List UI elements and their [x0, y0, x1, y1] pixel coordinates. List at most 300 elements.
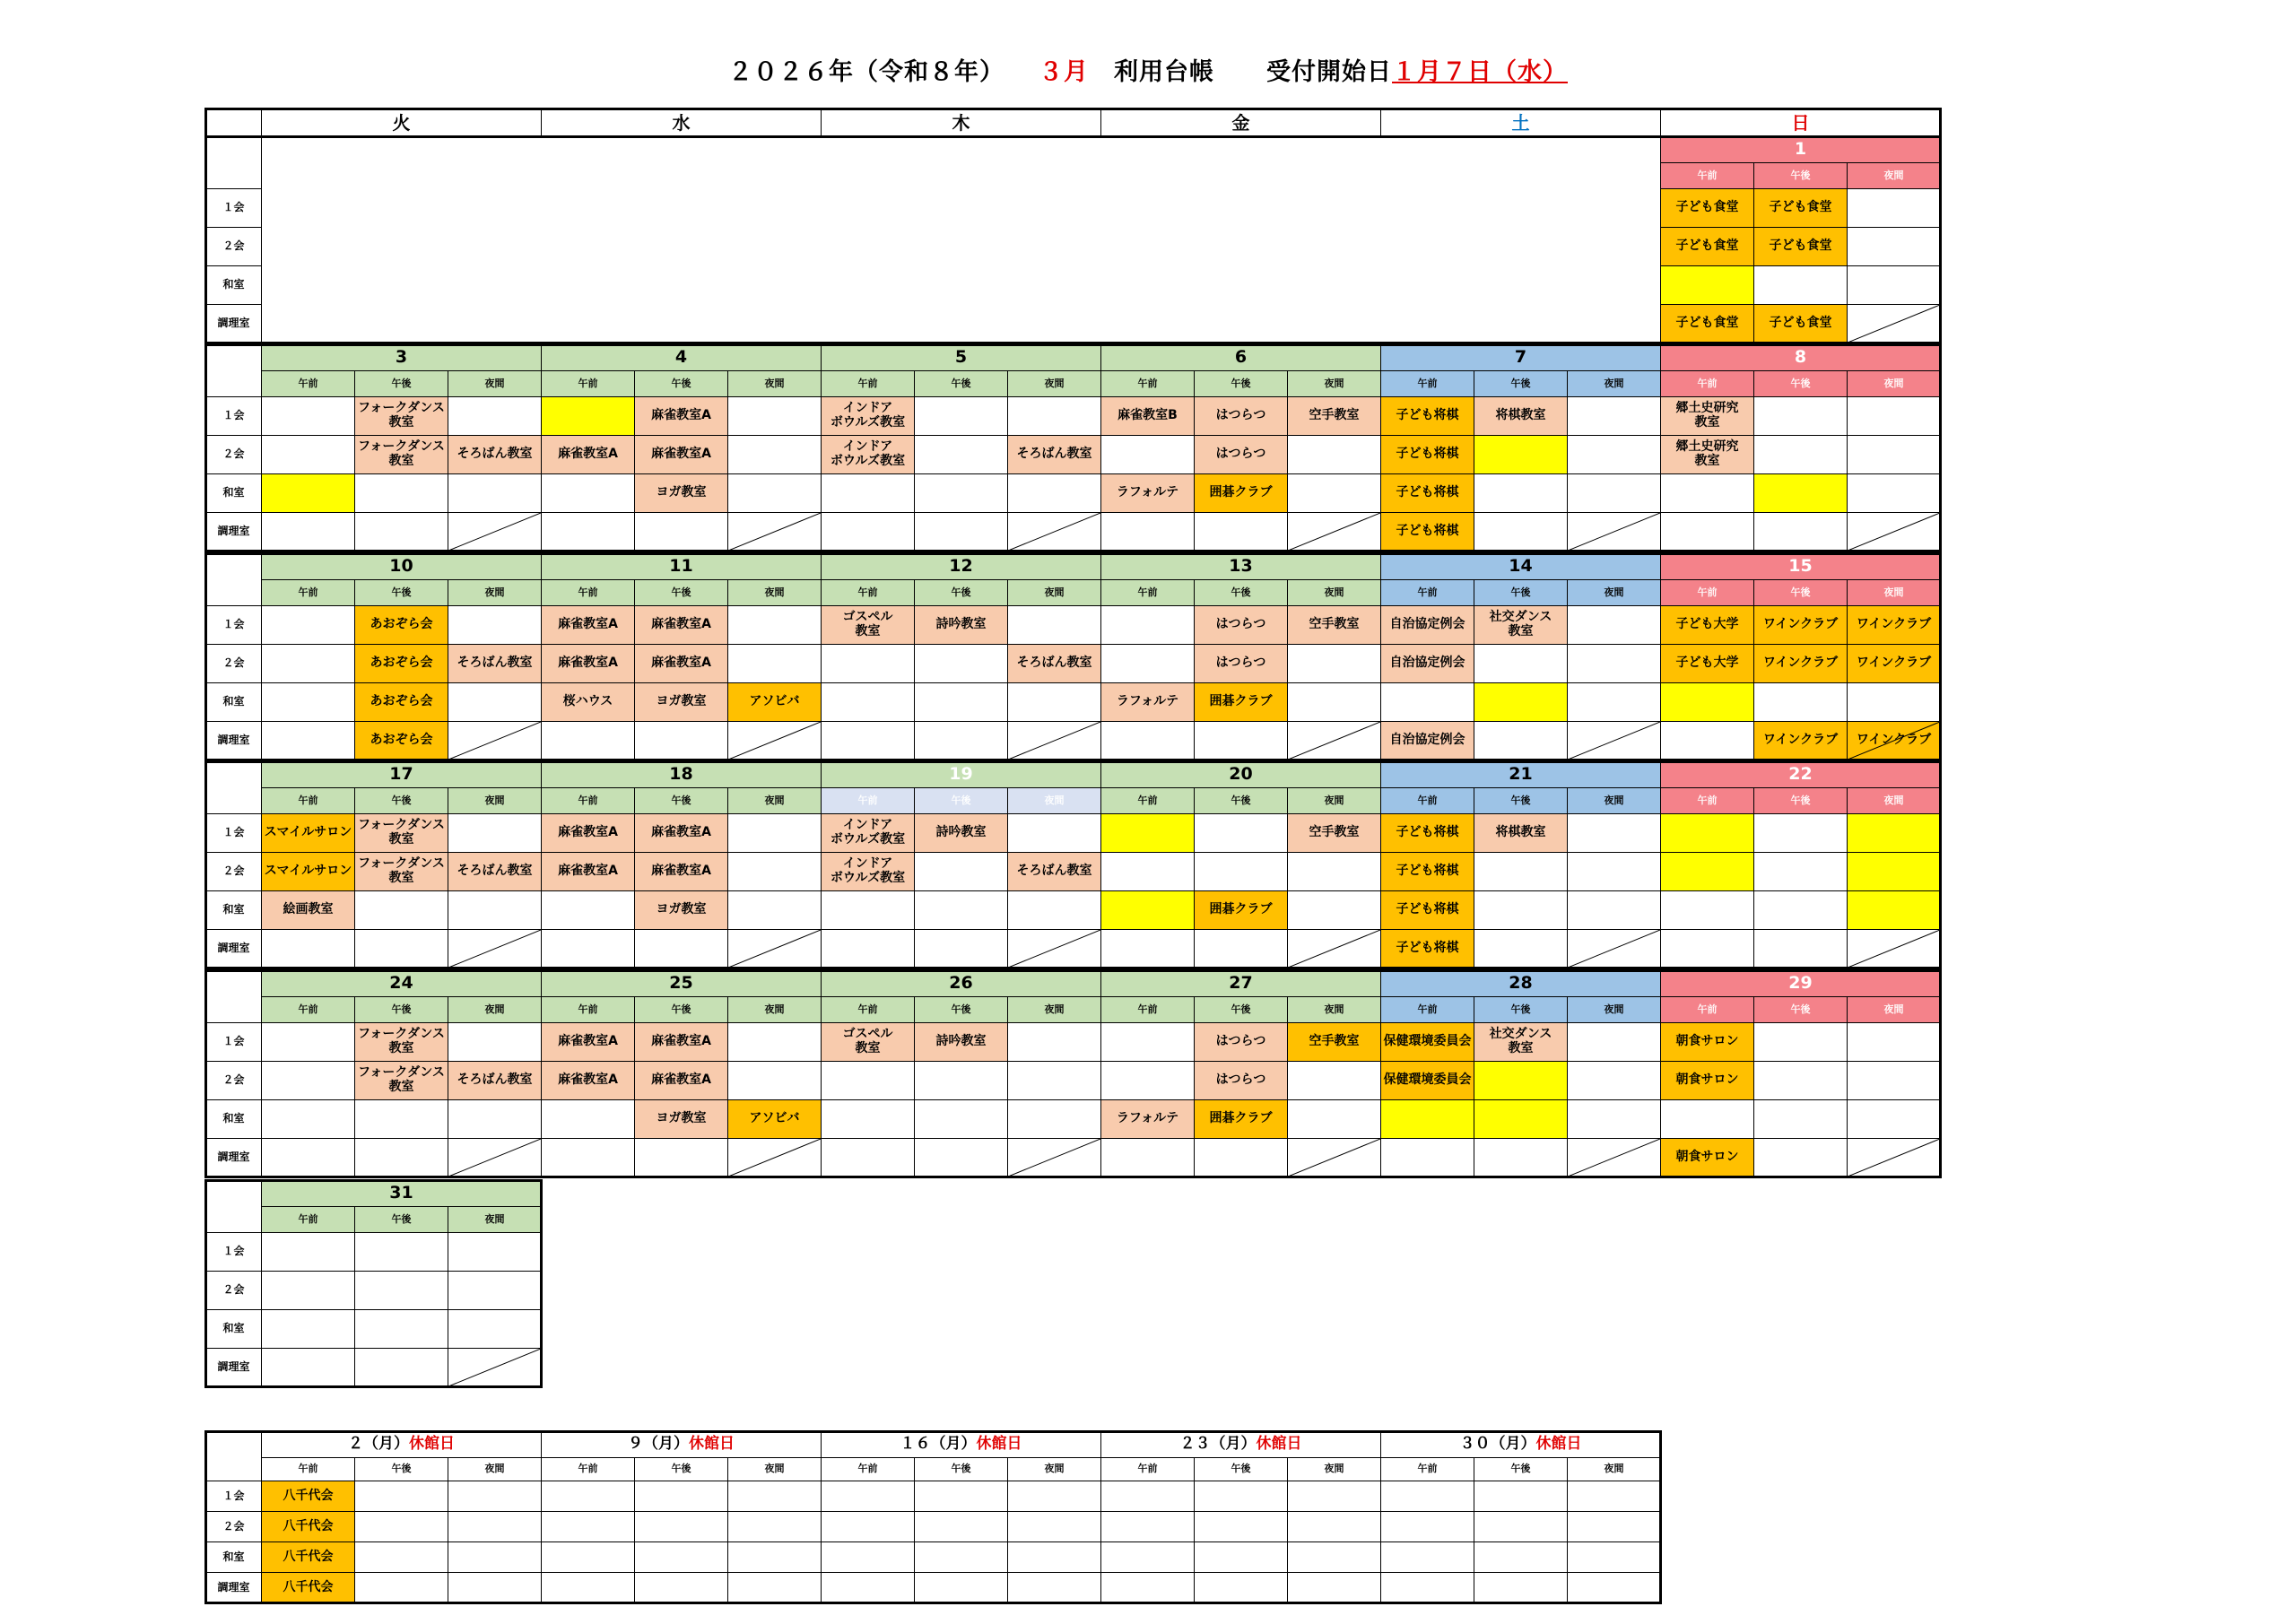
empty-slot-cell[interactable]	[1380, 1481, 1474, 1512]
empty-slot-cell[interactable]	[1474, 1511, 1568, 1542]
empty-slot-cell[interactable]	[448, 813, 542, 853]
empty-slot-cell[interactable]	[1847, 1138, 1941, 1177]
empty-slot-cell[interactable]	[1007, 890, 1101, 930]
empty-slot-cell[interactable]	[634, 1511, 728, 1542]
empty-slot-cell[interactable]	[914, 1572, 1008, 1603]
empty-slot-cell[interactable]	[1287, 1061, 1381, 1100]
empty-slot-cell[interactable]	[1847, 852, 1941, 891]
empty-slot-cell[interactable]	[821, 682, 915, 722]
empty-slot-cell[interactable]	[448, 1271, 542, 1310]
booking-cell[interactable]: 絵画教室	[261, 890, 355, 930]
empty-slot-cell[interactable]	[1100, 605, 1195, 645]
empty-slot-cell[interactable]	[1100, 1061, 1195, 1100]
booking-cell[interactable]: フォークダンス 教室	[354, 852, 448, 891]
booking-cell[interactable]: 子ども将棋	[1380, 890, 1474, 930]
empty-slot-cell[interactable]	[1007, 473, 1101, 513]
booking-cell[interactable]: 子ども食堂	[1660, 188, 1754, 228]
empty-slot-cell[interactable]	[727, 1061, 822, 1100]
booking-cell[interactable]: 麻雀教室A	[541, 435, 635, 474]
empty-slot-cell[interactable]	[727, 1572, 822, 1603]
empty-slot-cell[interactable]	[634, 1572, 728, 1603]
booking-cell[interactable]: スマイルサロン	[261, 852, 355, 891]
booking-cell[interactable]: ワインクラブ	[1753, 721, 1848, 760]
empty-slot-cell[interactable]	[727, 512, 822, 551]
booking-cell[interactable]: 八千代会	[261, 1572, 355, 1603]
empty-slot-cell[interactable]	[1007, 682, 1101, 722]
booking-cell[interactable]: フォークダンス 教室	[354, 435, 448, 474]
empty-slot-cell[interactable]	[354, 890, 448, 930]
booking-cell[interactable]: 朝食サロン	[1660, 1138, 1754, 1177]
empty-slot-cell[interactable]	[1007, 1511, 1101, 1542]
empty-slot-cell[interactable]	[1287, 644, 1381, 683]
booking-cell[interactable]: アソビバ	[727, 1099, 822, 1139]
empty-slot-cell[interactable]	[1007, 929, 1101, 968]
empty-slot-cell[interactable]	[1753, 1138, 1848, 1177]
empty-slot-cell[interactable]	[1567, 512, 1661, 551]
booking-cell[interactable]: 麻雀教室B	[1100, 396, 1195, 436]
empty-slot-cell[interactable]	[1567, 435, 1661, 474]
empty-slot-cell[interactable]	[1847, 1099, 1941, 1139]
booking-cell[interactable]: スマイルサロン	[261, 813, 355, 853]
empty-slot-cell[interactable]	[1753, 813, 1848, 853]
booking-cell[interactable]: アソビバ	[727, 682, 822, 722]
empty-slot-cell[interactable]	[634, 512, 728, 551]
empty-slot-cell[interactable]	[727, 435, 822, 474]
booking-cell[interactable]: 麻雀教室A	[541, 644, 635, 683]
empty-slot-cell[interactable]	[727, 929, 822, 968]
empty-slot-cell[interactable]	[541, 1511, 635, 1542]
empty-slot-cell[interactable]	[448, 1138, 542, 1177]
booking-cell[interactable]: 麻雀教室A	[634, 813, 728, 853]
empty-slot-cell[interactable]	[261, 435, 355, 474]
booking-cell[interactable]: 囲碁クラブ	[1194, 682, 1288, 722]
empty-slot-cell[interactable]	[1007, 1099, 1101, 1139]
empty-slot-cell[interactable]	[448, 1348, 542, 1387]
empty-slot-cell[interactable]	[634, 1481, 728, 1512]
booking-cell[interactable]: 八千代会	[261, 1481, 355, 1512]
empty-slot-cell[interactable]	[1753, 1061, 1848, 1100]
booking-cell[interactable]: ワインクラブ	[1847, 605, 1941, 645]
empty-slot-cell[interactable]	[727, 852, 822, 891]
empty-slot-cell[interactable]	[1287, 473, 1381, 513]
empty-slot-cell[interactable]	[1753, 265, 1848, 305]
empty-slot-cell[interactable]	[1847, 304, 1941, 343]
empty-slot-cell[interactable]	[1194, 813, 1288, 853]
empty-slot-cell[interactable]	[914, 1511, 1008, 1542]
empty-slot-cell[interactable]	[1194, 721, 1288, 760]
empty-slot-cell[interactable]	[1007, 721, 1101, 760]
empty-slot-cell[interactable]	[1007, 605, 1101, 645]
booking-cell[interactable]: 桜ハウス	[541, 682, 635, 722]
booking-cell[interactable]: はつらつ	[1194, 396, 1288, 436]
empty-slot-cell[interactable]	[914, 435, 1008, 474]
booking-cell[interactable]: 子ども食堂	[1753, 227, 1848, 266]
empty-slot-cell[interactable]	[914, 929, 1008, 968]
empty-slot-cell[interactable]	[261, 1099, 355, 1139]
empty-slot-cell[interactable]	[1847, 682, 1941, 722]
empty-slot-cell[interactable]	[354, 1481, 448, 1512]
booking-cell[interactable]: 麻雀教室A	[634, 1061, 728, 1100]
empty-slot-cell[interactable]	[1753, 852, 1848, 891]
empty-slot-cell[interactable]	[1380, 1572, 1474, 1603]
empty-slot-cell[interactable]	[1567, 605, 1661, 645]
empty-slot-cell[interactable]	[354, 929, 448, 968]
booking-cell[interactable]: 子ども食堂	[1660, 227, 1754, 266]
empty-slot-cell[interactable]	[354, 1572, 448, 1603]
empty-slot-cell[interactable]	[261, 721, 355, 760]
empty-slot-cell[interactable]	[1474, 1572, 1568, 1603]
empty-slot-cell[interactable]	[1100, 890, 1195, 930]
empty-slot-cell[interactable]	[727, 1138, 822, 1177]
empty-slot-cell[interactable]	[821, 1511, 915, 1542]
booking-cell[interactable]: 社交ダンス 教室	[1474, 1022, 1568, 1062]
booking-cell[interactable]: 空手教室	[1287, 605, 1381, 645]
booking-cell[interactable]: ヨガ教室	[634, 1099, 728, 1139]
empty-slot-cell[interactable]	[1567, 1572, 1661, 1603]
empty-slot-cell[interactable]	[1100, 1481, 1195, 1512]
booking-cell[interactable]: 自治協定例会	[1380, 644, 1474, 683]
booking-cell[interactable]: 麻雀教室A	[634, 1022, 728, 1062]
empty-slot-cell[interactable]	[541, 396, 635, 436]
empty-slot-cell[interactable]	[1287, 721, 1381, 760]
empty-slot-cell[interactable]	[1100, 852, 1195, 891]
empty-slot-cell[interactable]	[448, 1022, 542, 1062]
empty-slot-cell[interactable]	[1287, 1572, 1381, 1603]
booking-cell[interactable]: 囲碁クラブ	[1194, 1099, 1288, 1139]
empty-slot-cell[interactable]	[1567, 1541, 1661, 1573]
empty-slot-cell[interactable]	[1474, 682, 1568, 722]
empty-slot-cell[interactable]	[261, 929, 355, 968]
empty-slot-cell[interactable]	[914, 890, 1008, 930]
booking-cell[interactable]: 麻雀教室A	[634, 605, 728, 645]
empty-slot-cell[interactable]	[1474, 644, 1568, 683]
booking-cell[interactable]: 子ども将棋	[1380, 512, 1474, 551]
booking-cell[interactable]: はつらつ	[1194, 644, 1288, 683]
empty-slot-cell[interactable]	[1567, 396, 1661, 436]
booking-cell[interactable]: そろばん教室	[1007, 644, 1101, 683]
booking-cell[interactable]: 詩吟教室	[914, 813, 1008, 853]
booking-cell[interactable]: 麻雀教室A	[541, 852, 635, 891]
booking-cell[interactable]: 子ども食堂	[1753, 304, 1848, 343]
empty-slot-cell[interactable]	[727, 1541, 822, 1573]
empty-slot-cell[interactable]	[541, 512, 635, 551]
booking-cell[interactable]: ヨガ教室	[634, 890, 728, 930]
empty-slot-cell[interactable]	[821, 1541, 915, 1573]
empty-slot-cell[interactable]	[1194, 1511, 1288, 1542]
empty-slot-cell[interactable]	[1474, 1061, 1568, 1100]
empty-slot-cell[interactable]	[1100, 435, 1195, 474]
empty-slot-cell[interactable]	[261, 644, 355, 683]
empty-slot-cell[interactable]	[261, 512, 355, 551]
empty-slot-cell[interactable]	[1660, 852, 1754, 891]
empty-slot-cell[interactable]	[1753, 929, 1848, 968]
empty-slot-cell[interactable]	[1753, 890, 1848, 930]
empty-slot-cell[interactable]	[727, 644, 822, 683]
empty-slot-cell[interactable]	[727, 473, 822, 513]
booking-cell[interactable]: 麻雀教室A	[634, 396, 728, 436]
empty-slot-cell[interactable]	[914, 473, 1008, 513]
booking-cell[interactable]: 麻雀教室A	[541, 605, 635, 645]
empty-slot-cell[interactable]	[1567, 852, 1661, 891]
empty-slot-cell[interactable]	[1474, 1138, 1568, 1177]
booking-cell[interactable]: 詩吟教室	[914, 1022, 1008, 1062]
empty-slot-cell[interactable]	[354, 473, 448, 513]
empty-slot-cell[interactable]	[354, 1271, 448, 1310]
empty-slot-cell[interactable]	[1567, 890, 1661, 930]
empty-slot-cell[interactable]	[1194, 929, 1288, 968]
empty-slot-cell[interactable]	[1287, 1138, 1381, 1177]
empty-slot-cell[interactable]	[1660, 890, 1754, 930]
empty-slot-cell[interactable]	[354, 1138, 448, 1177]
booking-cell[interactable]: 囲碁クラブ	[1194, 890, 1288, 930]
empty-slot-cell[interactable]	[821, 644, 915, 683]
empty-slot-cell[interactable]	[1007, 1481, 1101, 1512]
empty-slot-cell[interactable]	[1847, 227, 1941, 266]
booking-cell[interactable]: そろばん教室	[448, 644, 542, 683]
booking-cell[interactable]: 麻雀教室A	[634, 644, 728, 683]
empty-slot-cell[interactable]	[1194, 852, 1288, 891]
empty-slot-cell[interactable]	[1380, 1099, 1474, 1139]
booking-cell[interactable]: はつらつ	[1194, 1061, 1288, 1100]
empty-slot-cell[interactable]	[1753, 512, 1848, 551]
booking-cell[interactable]: 囲碁クラブ	[1194, 473, 1288, 513]
booking-cell[interactable]: インドア ボウルズ教室	[821, 435, 915, 474]
empty-slot-cell[interactable]	[1567, 1138, 1661, 1177]
booking-cell[interactable]: ラフォルテ	[1100, 473, 1195, 513]
empty-slot-cell[interactable]	[914, 396, 1008, 436]
empty-slot-cell[interactable]	[1660, 929, 1754, 968]
empty-slot-cell[interactable]	[448, 605, 542, 645]
empty-slot-cell[interactable]	[261, 1348, 355, 1387]
booking-cell[interactable]: 子ども将棋	[1380, 929, 1474, 968]
booking-cell[interactable]: 社交ダンス 教室	[1474, 605, 1568, 645]
empty-slot-cell[interactable]	[1660, 512, 1754, 551]
empty-slot-cell[interactable]	[261, 1309, 355, 1349]
empty-slot-cell[interactable]	[261, 1022, 355, 1062]
booking-cell[interactable]: 麻雀教室A	[634, 435, 728, 474]
booking-cell[interactable]: インドア ボウルズ教室	[821, 852, 915, 891]
empty-slot-cell[interactable]	[1287, 1541, 1381, 1573]
empty-slot-cell[interactable]	[1567, 813, 1661, 853]
empty-slot-cell[interactable]	[1100, 1572, 1195, 1603]
empty-slot-cell[interactable]	[914, 1061, 1008, 1100]
empty-slot-cell[interactable]	[914, 1541, 1008, 1573]
booking-cell[interactable]: 保健環境委員会	[1380, 1061, 1474, 1100]
empty-slot-cell[interactable]	[1474, 1099, 1568, 1139]
empty-slot-cell[interactable]	[1007, 1061, 1101, 1100]
empty-slot-cell[interactable]	[1380, 1541, 1474, 1573]
booking-cell[interactable]: 八千代会	[261, 1511, 355, 1542]
empty-slot-cell[interactable]	[1194, 1541, 1288, 1573]
empty-slot-cell[interactable]	[1567, 1511, 1661, 1542]
empty-slot-cell[interactable]	[1287, 890, 1381, 930]
empty-slot-cell[interactable]	[1847, 1022, 1941, 1062]
empty-slot-cell[interactable]	[1567, 1022, 1661, 1062]
booking-cell[interactable]: 朝食サロン	[1660, 1061, 1754, 1100]
empty-slot-cell[interactable]	[727, 605, 822, 645]
booking-cell[interactable]: はつらつ	[1194, 435, 1288, 474]
empty-slot-cell[interactable]	[634, 1541, 728, 1573]
empty-slot-cell[interactable]	[727, 396, 822, 436]
booking-cell[interactable]: 自治協定例会	[1380, 721, 1474, 760]
empty-slot-cell[interactable]	[354, 1511, 448, 1542]
booking-cell[interactable]: そろばん教室	[448, 852, 542, 891]
empty-slot-cell[interactable]	[448, 682, 542, 722]
booking-cell[interactable]: 子ども大学	[1660, 605, 1754, 645]
empty-slot-cell[interactable]	[914, 852, 1008, 891]
booking-cell[interactable]: ゴスペル 教室	[821, 1022, 915, 1062]
empty-slot-cell[interactable]	[541, 1481, 635, 1512]
empty-slot-cell[interactable]	[1007, 1022, 1101, 1062]
empty-slot-cell[interactable]	[261, 1138, 355, 1177]
empty-slot-cell[interactable]	[1474, 852, 1568, 891]
empty-slot-cell[interactable]	[1660, 1099, 1754, 1139]
empty-slot-cell[interactable]	[1660, 682, 1754, 722]
booking-cell[interactable]: そろばん教室	[448, 435, 542, 474]
booking-cell[interactable]: そろばん教室	[1007, 435, 1101, 474]
booking-cell[interactable]: ワインクラブ	[1753, 605, 1848, 645]
empty-slot-cell[interactable]	[1474, 1481, 1568, 1512]
empty-slot-cell[interactable]	[1847, 435, 1941, 474]
empty-slot-cell[interactable]	[354, 1348, 448, 1387]
empty-slot-cell[interactable]	[261, 682, 355, 722]
empty-slot-cell[interactable]	[821, 473, 915, 513]
empty-slot-cell[interactable]	[1380, 1511, 1474, 1542]
booking-cell[interactable]: そろばん教室	[1007, 852, 1101, 891]
empty-slot-cell[interactable]	[354, 1232, 448, 1272]
empty-slot-cell[interactable]	[1847, 1061, 1941, 1100]
empty-slot-cell[interactable]	[821, 1061, 915, 1100]
empty-slot-cell[interactable]	[914, 1481, 1008, 1512]
empty-slot-cell[interactable]	[1660, 813, 1754, 853]
booking-cell[interactable]: 麻雀教室A	[634, 852, 728, 891]
empty-slot-cell[interactable]	[1567, 1481, 1661, 1512]
empty-slot-cell[interactable]	[448, 721, 542, 760]
empty-slot-cell[interactable]	[448, 1232, 542, 1272]
booking-cell[interactable]: 子ども将棋	[1380, 813, 1474, 853]
booking-cell[interactable]: インドア ボウルズ教室	[821, 396, 915, 436]
empty-slot-cell[interactable]	[448, 396, 542, 436]
empty-slot-cell[interactable]	[727, 813, 822, 853]
empty-slot-cell[interactable]	[1380, 682, 1474, 722]
empty-slot-cell[interactable]	[1847, 188, 1941, 228]
booking-cell[interactable]: はつらつ	[1194, 605, 1288, 645]
empty-slot-cell[interactable]	[1007, 1138, 1101, 1177]
empty-slot-cell[interactable]	[1847, 265, 1941, 305]
empty-slot-cell[interactable]	[448, 473, 542, 513]
empty-slot-cell[interactable]	[821, 929, 915, 968]
empty-slot-cell[interactable]	[1287, 512, 1381, 551]
empty-slot-cell[interactable]	[1100, 512, 1195, 551]
booking-cell[interactable]: あおぞら会	[354, 605, 448, 645]
empty-slot-cell[interactable]	[448, 1099, 542, 1139]
empty-slot-cell[interactable]	[1100, 1138, 1195, 1177]
empty-slot-cell[interactable]	[634, 1138, 728, 1177]
empty-slot-cell[interactable]	[354, 1099, 448, 1139]
booking-cell[interactable]: あおぞら会	[354, 682, 448, 722]
empty-slot-cell[interactable]	[1753, 473, 1848, 513]
booking-cell[interactable]: インドア ボウルズ教室	[821, 813, 915, 853]
empty-slot-cell[interactable]	[1194, 1138, 1288, 1177]
booking-cell[interactable]: ワインクラブ	[1847, 644, 1941, 683]
empty-slot-cell[interactable]	[1474, 721, 1568, 760]
empty-slot-cell[interactable]	[261, 473, 355, 513]
empty-slot-cell[interactable]	[1753, 396, 1848, 436]
empty-slot-cell[interactable]	[1194, 1572, 1288, 1603]
empty-slot-cell[interactable]	[727, 721, 822, 760]
booking-cell[interactable]: 麻雀教室A	[541, 813, 635, 853]
empty-slot-cell[interactable]	[914, 1138, 1008, 1177]
empty-slot-cell[interactable]	[1287, 1099, 1381, 1139]
empty-slot-cell[interactable]	[354, 512, 448, 551]
empty-slot-cell[interactable]	[448, 890, 542, 930]
booking-cell[interactable]: フォークダンス 教室	[354, 1022, 448, 1062]
booking-cell[interactable]: 保健環境委員会	[1380, 1022, 1474, 1062]
empty-slot-cell[interactable]	[1287, 1481, 1381, 1512]
empty-slot-cell[interactable]	[1847, 396, 1941, 436]
empty-slot-cell[interactable]	[1847, 813, 1941, 853]
booking-cell[interactable]: ラフォルテ	[1100, 682, 1195, 722]
empty-slot-cell[interactable]	[1474, 890, 1568, 930]
booking-cell[interactable]: 詩吟教室	[914, 605, 1008, 645]
booking-cell[interactable]: 朝食サロン	[1660, 1022, 1754, 1062]
empty-slot-cell[interactable]	[1194, 512, 1288, 551]
empty-slot-cell[interactable]	[1100, 644, 1195, 683]
booking-cell[interactable]: 自治協定例会	[1380, 605, 1474, 645]
empty-slot-cell[interactable]	[1287, 1511, 1381, 1542]
booking-cell[interactable]: そろばん教室	[448, 1061, 542, 1100]
empty-slot-cell[interactable]	[1194, 1481, 1288, 1512]
booking-cell[interactable]: 子ども大学	[1660, 644, 1754, 683]
empty-slot-cell[interactable]	[727, 1511, 822, 1542]
empty-slot-cell[interactable]	[1287, 929, 1381, 968]
empty-slot-cell[interactable]	[821, 512, 915, 551]
empty-slot-cell[interactable]	[1567, 929, 1661, 968]
empty-slot-cell[interactable]	[1753, 1022, 1848, 1062]
empty-slot-cell[interactable]	[1660, 265, 1754, 305]
booking-cell[interactable]: ゴスペル 教室	[821, 605, 915, 645]
empty-slot-cell[interactable]	[541, 1099, 635, 1139]
empty-slot-cell[interactable]	[448, 1481, 542, 1512]
empty-slot-cell[interactable]	[1567, 682, 1661, 722]
empty-slot-cell[interactable]	[1474, 1541, 1568, 1573]
empty-slot-cell[interactable]	[448, 1541, 542, 1573]
empty-slot-cell[interactable]	[1100, 1022, 1195, 1062]
empty-slot-cell[interactable]	[634, 929, 728, 968]
empty-slot-cell[interactable]	[1287, 435, 1381, 474]
booking-cell[interactable]: フォークダンス 教室	[354, 813, 448, 853]
empty-slot-cell[interactable]	[541, 721, 635, 760]
booking-cell[interactable]: ヨガ教室	[634, 682, 728, 722]
booking-cell[interactable]: 将棋教室	[1474, 813, 1568, 853]
empty-slot-cell[interactable]	[1007, 512, 1101, 551]
empty-slot-cell[interactable]	[914, 682, 1008, 722]
empty-slot-cell[interactable]	[821, 1138, 915, 1177]
empty-slot-cell[interactable]	[727, 1022, 822, 1062]
empty-slot-cell[interactable]	[261, 1271, 355, 1310]
empty-slot-cell[interactable]	[1567, 473, 1661, 513]
empty-slot-cell[interactable]	[1100, 929, 1195, 968]
empty-slot-cell[interactable]	[821, 890, 915, 930]
empty-slot-cell[interactable]	[821, 1481, 915, 1512]
booking-cell[interactable]: フォークダンス 教室	[354, 1061, 448, 1100]
empty-slot-cell[interactable]	[1847, 512, 1941, 551]
empty-slot-cell[interactable]	[1100, 1541, 1195, 1573]
empty-slot-cell[interactable]	[727, 1481, 822, 1512]
booking-cell[interactable]: 空手教室	[1287, 813, 1381, 853]
empty-slot-cell[interactable]	[1474, 512, 1568, 551]
empty-slot-cell[interactable]	[1567, 721, 1661, 760]
